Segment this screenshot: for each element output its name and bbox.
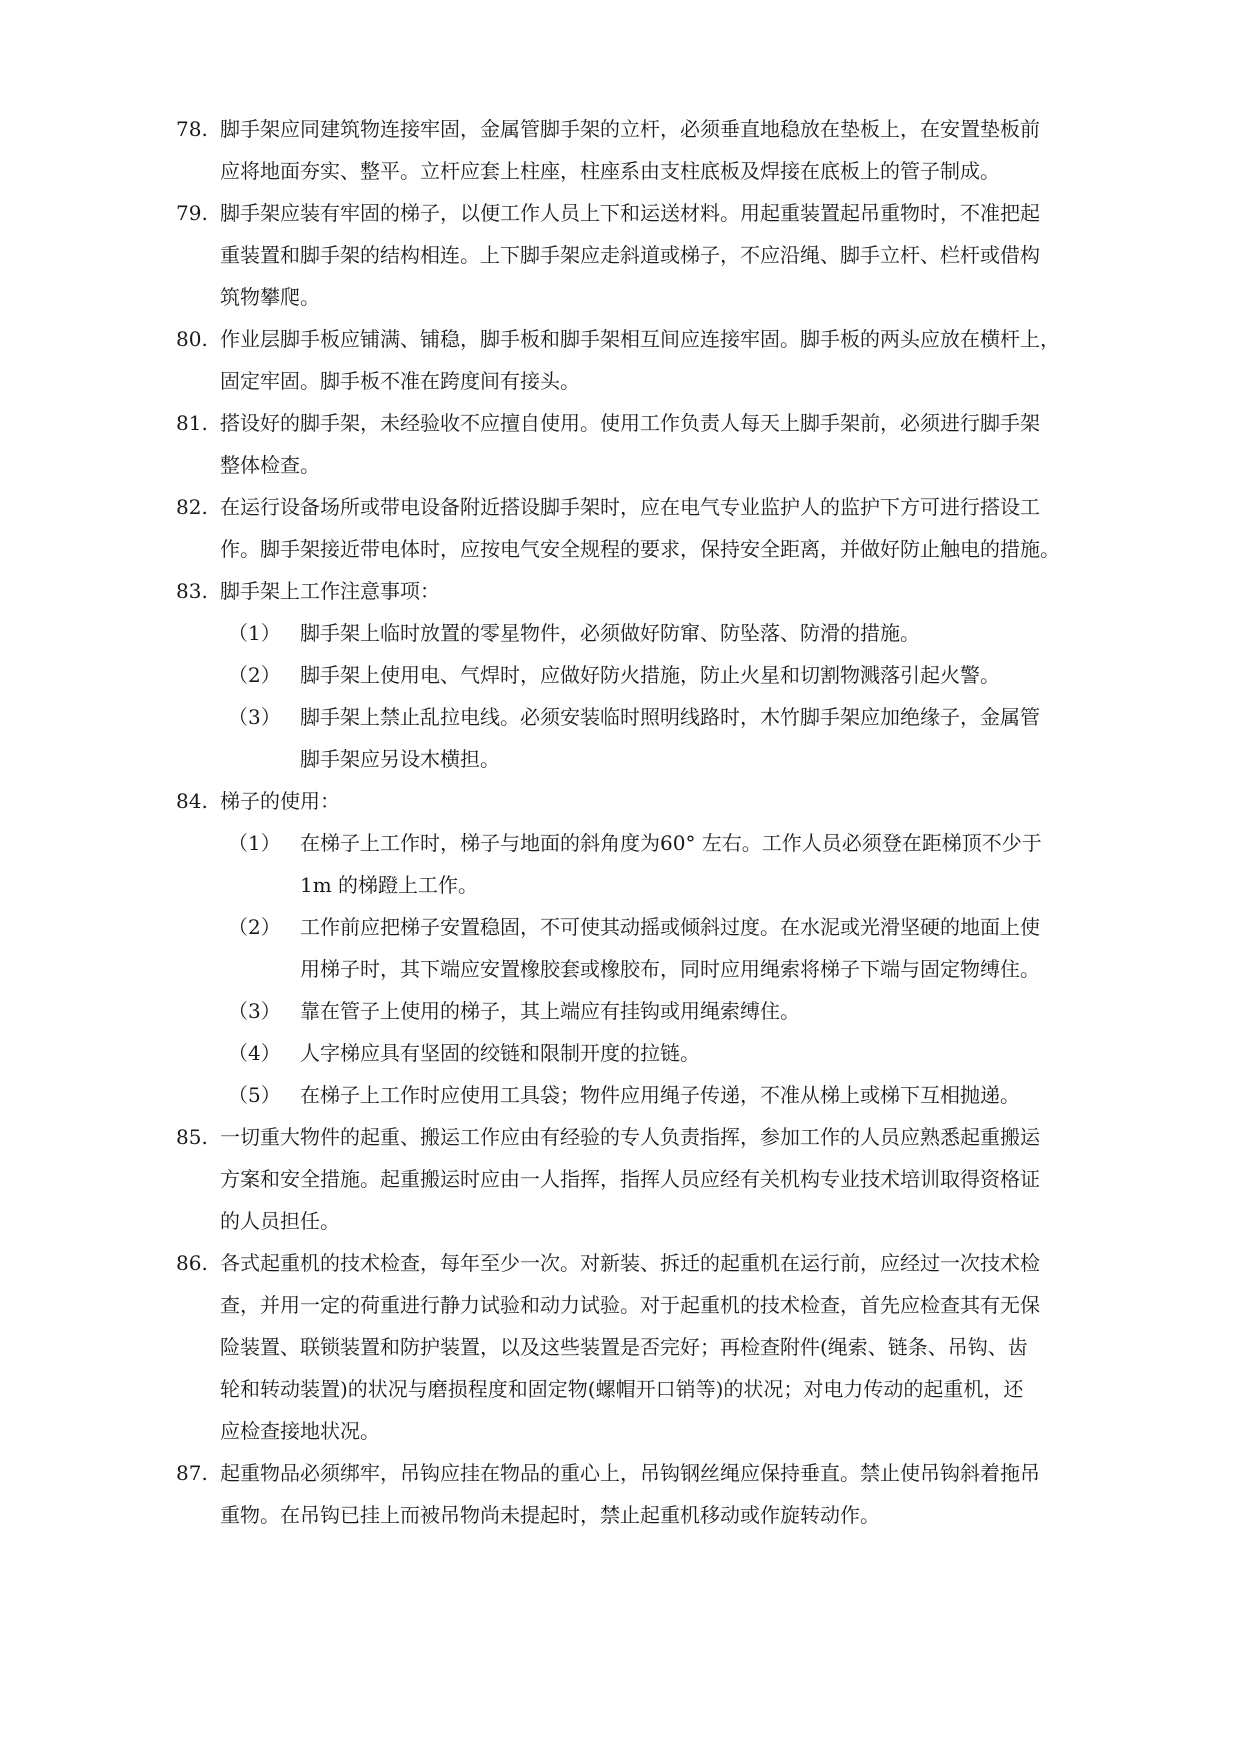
clause-text: 梯子的使用：	[220, 789, 340, 813]
clause-text: 险装置、联锁装置和防护装置，以及这些装置是否完好；再检查附件(绳索、链条、吊钩、齿	[220, 1335, 1028, 1359]
clause-item	[176, 1242, 1146, 1452]
sub-clause-text: 用梯子时，其下端应安置橡胶套或橡胶布，同时应用绳索将梯子下端与固定物缚住。	[300, 957, 1040, 981]
clause-line	[176, 1200, 1146, 1242]
sub-clause-number: （4）	[228, 1041, 281, 1065]
clause-text: 的人员担任。	[220, 1209, 340, 1233]
clause-item	[176, 570, 1146, 780]
sub-clause-number: （3）	[228, 705, 281, 729]
clause-line	[176, 402, 1146, 444]
clause-item	[176, 486, 1146, 570]
clause-item	[176, 108, 1146, 192]
clause-text: 查，并用一定的荷重进行静力试验和动力试验。对于起重机的技术检查，首先应检查其有无保	[220, 1293, 1040, 1317]
clause-number: 84.	[176, 789, 208, 813]
clause-number: 86.	[176, 1251, 208, 1275]
clause-number: 82.	[176, 495, 208, 519]
clause-number: 78.	[176, 117, 208, 141]
clause-text: 重装置和脚手架的结构相连。上下脚手架应走斜道或梯子，不应沿绳、脚手立杆、栏杆或借构	[220, 243, 1040, 267]
sub-clause-line	[176, 990, 1146, 1032]
clause-line	[176, 150, 1146, 192]
sub-clause-text: 脚手架上禁止乱拉电线。必须安装临时照明线路时，木竹脚手架应加绝缘子，金属管	[300, 705, 1040, 729]
clause-text: 脚手架上工作注意事项：	[220, 579, 440, 603]
clause-text: 方案和安全措施。起重搬运时应由一人指挥，指挥人员应经有关机构专业技术培训取得资格证	[220, 1167, 1040, 1191]
clause-text: 应检查接地状况。	[220, 1419, 380, 1443]
document-body	[176, 108, 1146, 1536]
sub-clause-number: （2）	[228, 663, 281, 687]
sub-clause-line	[176, 1032, 1146, 1074]
clause-number: 83.	[176, 579, 208, 603]
clause-line	[176, 1242, 1146, 1284]
clause-line	[176, 318, 1146, 360]
clause-text: 筑物攀爬。	[220, 285, 320, 309]
sub-clause-text: 人字梯应具有坚固的绞链和限制开度的拉链。	[300, 1041, 700, 1065]
clause-line	[176, 108, 1146, 150]
clause-text: 应将地面夯实、整平。立杆应套上柱座，柱座系由支柱底板及焊接在底板上的管子制成。	[220, 159, 1000, 183]
clause-line	[176, 570, 1146, 612]
clause-line	[176, 1116, 1146, 1158]
sub-clause-line	[176, 654, 1146, 696]
clause-line	[176, 1452, 1146, 1494]
clause-text: 作业层脚手板应铺满、铺稳，脚手板和脚手架相互间应连接牢固。脚手板的两头应放在横杆上，	[220, 327, 1060, 351]
sub-clause-line	[176, 696, 1146, 738]
sub-clause-line	[176, 906, 1146, 948]
clause-item	[176, 402, 1146, 486]
sub-clause-line	[176, 948, 1146, 990]
sub-clause-text: 工作前应把梯子安置稳固，不可使其动摇或倾斜过度。在水泥或光滑坚硬的地面上使	[300, 915, 1040, 939]
clause-text: 重物。在吊钩已挂上而被吊物尚未提起时，禁止起重机移动或作旋转动作。	[220, 1503, 880, 1527]
clause-line	[176, 1494, 1146, 1536]
clause-line	[176, 1158, 1146, 1200]
clause-line	[176, 276, 1146, 318]
clause-text: 一切重大物件的起重、搬运工作应由有经验的专人负责指挥，参加工作的人员应熟悉起重搬运	[220, 1125, 1040, 1149]
sub-clause-number: （2）	[228, 915, 281, 939]
clause-text: 搭设好的脚手架，未经验收不应擅自使用。使用工作负责人每天上脚手架前，必须进行脚手架	[220, 411, 1040, 435]
clause-line	[176, 528, 1146, 570]
sub-clause-text: 靠在管子上使用的梯子，其上端应有挂钩或用绳索缚住。	[300, 999, 800, 1023]
sub-clause-number: （3）	[228, 999, 281, 1023]
clause-line	[176, 444, 1146, 486]
clause-item	[176, 1452, 1146, 1536]
clause-text: 整体检查。	[220, 453, 320, 477]
clause-number: 80.	[176, 327, 208, 351]
sub-clause-text: 脚手架应另设木横担。	[300, 747, 500, 771]
clause-line	[176, 192, 1146, 234]
clause-line	[176, 360, 1146, 402]
sub-clause-text: 脚手架上使用电、气焊时，应做好防火措施，防止火星和切割物溅落引起火警。	[300, 663, 1000, 687]
clause-text: 轮和转动装置)的状况与磨损程度和固定物(螺帽开口销等)的状况；对电力传动的起重机，还	[220, 1377, 1024, 1401]
sub-clause-text: 在梯子上工作时，梯子与地面的斜角度为60° 左右。工作人员必须登在距梯顶不少于	[300, 831, 1042, 855]
clause-number: 81.	[176, 411, 208, 435]
sub-clause-number: （1）	[228, 621, 281, 645]
sub-clause-text: 在梯子上工作时应使用工具袋；物件应用绳子传递，不准从梯上或梯下互相抛递。	[300, 1083, 1020, 1107]
clause-item	[176, 780, 1146, 1116]
sub-clause-text: 脚手架上临时放置的零星物件，必须做好防窜、防坠落、防滑的措施。	[300, 621, 920, 645]
clause-item	[176, 192, 1146, 318]
clause-item	[176, 1116, 1146, 1242]
clause-text: 在运行设备场所或带电设备附近搭设脚手架时，应在电气专业监护人的监护下方可进行搭设工	[220, 495, 1040, 519]
clause-line	[176, 1410, 1146, 1452]
sub-clause-text: 1m 的梯蹬上工作。	[300, 873, 479, 897]
clause-text: 固定牢固。脚手板不准在跨度间有接头。	[220, 369, 580, 393]
sub-clause-number: （5）	[228, 1083, 281, 1107]
clause-line	[176, 234, 1146, 276]
clause-text: 起重物品必须绑牢，吊钩应挂在物品的重心上，吊钩钢丝绳应保持垂直。禁止使吊钩斜着拖吊	[220, 1461, 1040, 1485]
sub-clause-line	[176, 738, 1146, 780]
clause-text: 各式起重机的技术检查，每年至少一次。对新装、拆迁的起重机在运行前，应经过一次技术检	[220, 1251, 1040, 1275]
sub-clause-line	[176, 612, 1146, 654]
sub-clause-line	[176, 822, 1146, 864]
clause-line	[176, 1326, 1146, 1368]
sub-clause-line	[176, 1074, 1146, 1116]
clause-line	[176, 780, 1146, 822]
clause-number: 79.	[176, 201, 208, 225]
sub-clause-line	[176, 864, 1146, 906]
clause-text: 作。脚手架接近带电体时，应按电气安全规程的要求，保持安全距离，并做好防止触电的措施。	[220, 537, 1060, 561]
clause-line	[176, 486, 1146, 528]
clause-number: 87.	[176, 1461, 208, 1485]
clause-text: 脚手架应装有牢固的梯子，以便工作人员上下和运送材料。用起重装置起吊重物时，不准把起	[220, 201, 1040, 225]
clause-number: 85.	[176, 1125, 208, 1149]
clause-line	[176, 1284, 1146, 1326]
sub-clause-number: （1）	[228, 831, 281, 855]
clause-text: 脚手架应同建筑物连接牢固，金属管脚手架的立杆，必须垂直地稳放在垫板上，在安置垫板前	[220, 117, 1040, 141]
clause-item	[176, 318, 1146, 402]
clause-line	[176, 1368, 1146, 1410]
